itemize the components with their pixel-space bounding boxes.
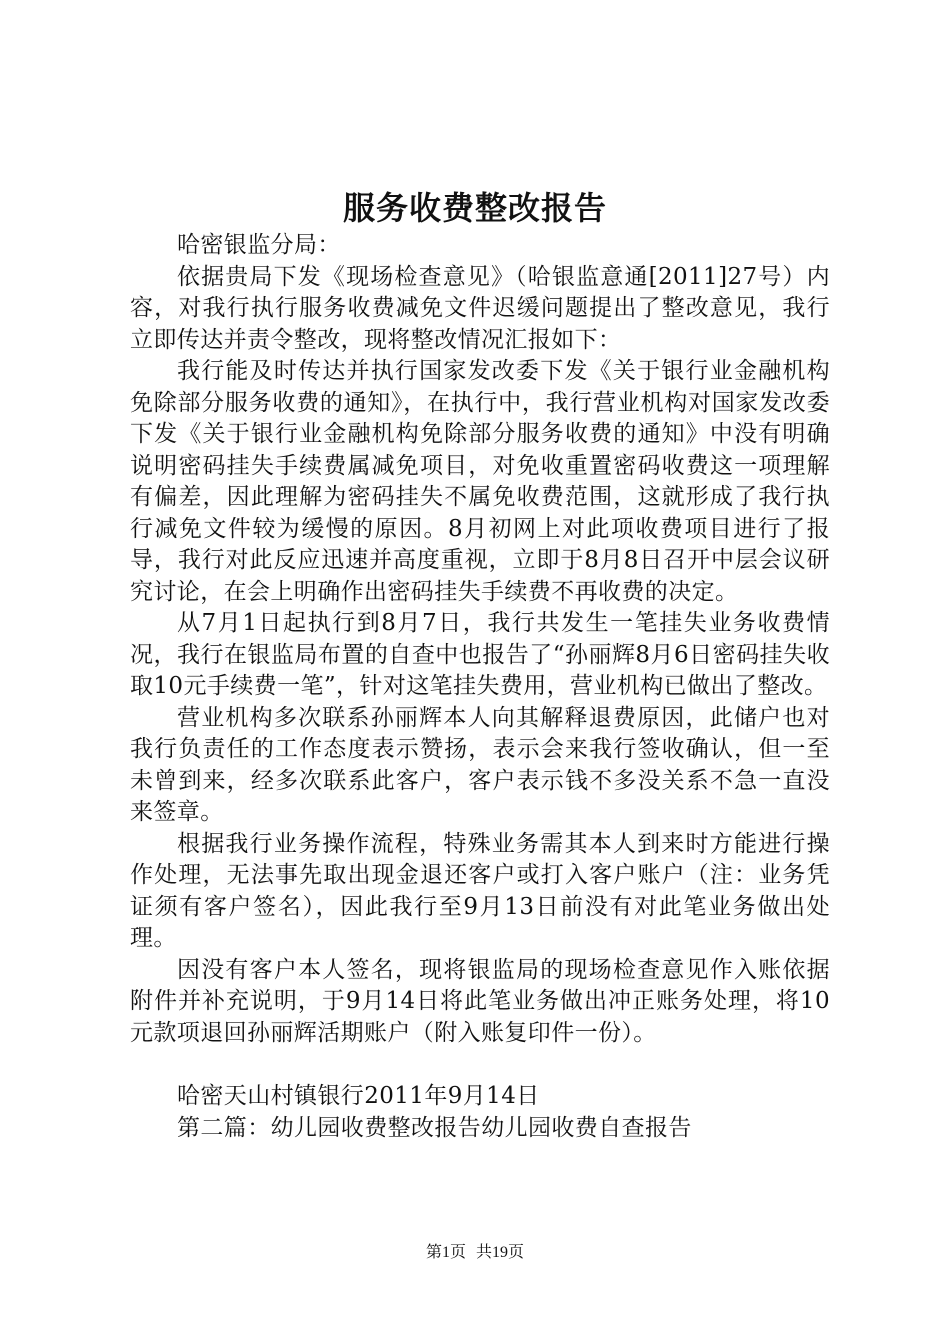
paragraph-contact: 营业机构多次联系孙丽辉本人向其解释退费原因，此储户也对我行负责任的工作态度表示赞扬，表示会来我行签收确认，但一至未曾到来，经多次联系此客户，客户表示钱不多没关系不急一直没来签章。	[130, 704, 830, 825]
paragraph-procedure: 根据我行业务操作流程，特殊业务需其本人到来时方能进行操作处理，无法事先取出现金退还客户或打入客户账户（注：业务凭证须有客户签名），因此我行至9月13日前没有对此笔业务做出处理。	[130, 830, 830, 951]
paragraph-resolution: 因没有客户本人签名，现将银监局的现场检查意见作入账依据附件并补充说明，于9月14日将此笔业务做出冲正账务处理，将10元款项退回孙丽辉活期账户（附入账复印件一份）。	[130, 956, 830, 1046]
page-number-current: 第1页	[425, 1244, 466, 1261]
paragraph-intro: 依据贵局下发《现场检查意见》（哈银监意通[2011]27号）内容，对我行执行服务收费减免文件迟缓问题提出了整改意见，我行立即传达并责令整改，现将整改情况汇报如下：	[130, 263, 830, 353]
document-body	[130, 230, 830, 1144]
next-section-heading: 第二篇：幼儿园收费整改报告幼儿园收费自查报告	[177, 1114, 692, 1141]
signature-line: 哈密天山村镇银行2011年9月14日	[177, 1083, 540, 1109]
page-footer	[0, 1242, 950, 1264]
salutation: 哈密银监分局：	[177, 232, 341, 258]
paragraph-reason: 我行能及时传达并执行国家发改委下发《关于银行业金融机构免除部分服务收费的通知》，在执行中，我行营业机构对国家发改委下发《关于银行业金融机构免除部分服务收费的通知》中没有明确说明密码挂失手续费属减免项目，对免收重置密码收费这一项理解有偏差，因此理解为密码挂失不属免收费范围，这就形成了我行执行减免文件较为缓慢的原因。8月初网上对此项收费项目进行了报导，我行对此反应迅速并高度重视，立即于8月8日召开中层会议研究讨论，在会上明确作出密码挂失手续费不再收费的决定。	[130, 358, 830, 605]
page-number-total: 共19页	[476, 1244, 525, 1261]
document-title: 服务收费整改报告	[342, 189, 607, 227]
paragraph-fee-case: 从7月1日起执行到8月7日，我行共发生一笔挂失业务收费情况，我行在银监局布置的自查中也报告了“孙丽辉8月6日密码挂失收取10元手续费一笔”，针对这笔挂失费用，营业机构已做出了整改。	[130, 610, 830, 699]
